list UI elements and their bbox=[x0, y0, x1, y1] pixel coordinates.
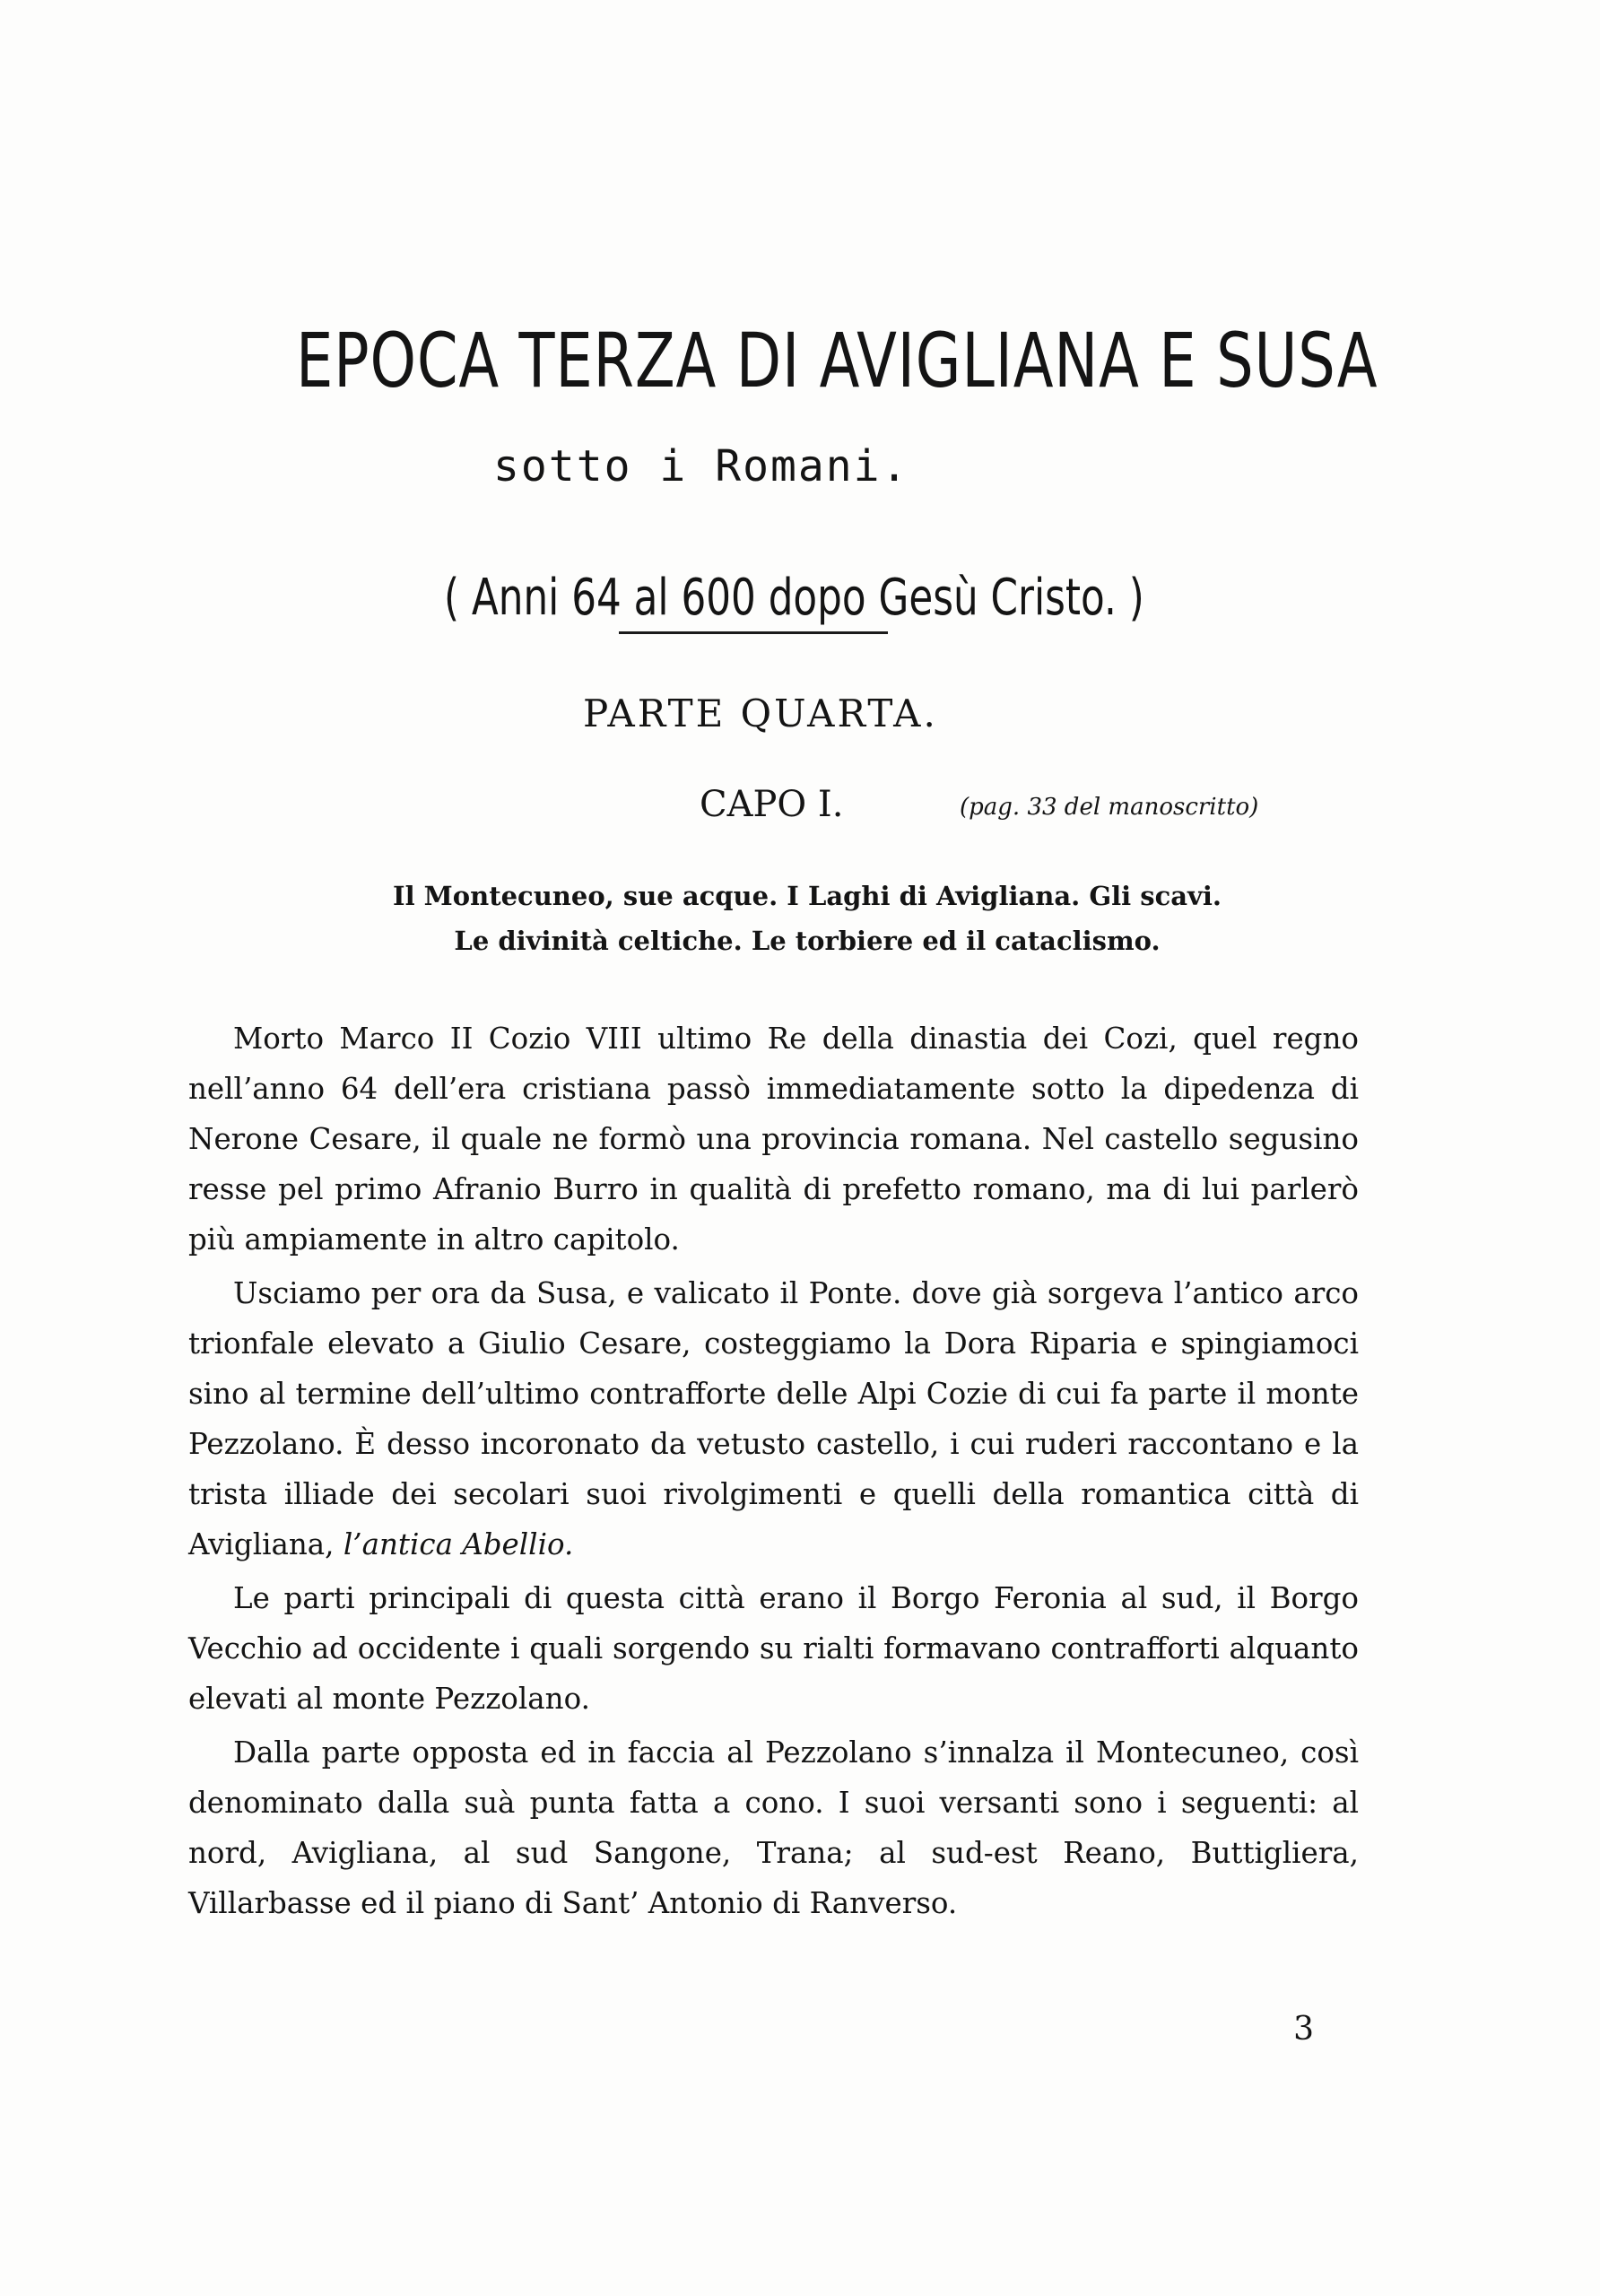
paragraph-2-emphasis: l’antica Abellio. bbox=[343, 1527, 574, 1561]
subtitle: sotto i Romani. bbox=[493, 441, 909, 491]
summary-line-2: Le divinità celtiche. Le torbiere ed il cataclismo. bbox=[454, 926, 1161, 956]
manuscript-page-note: (pag. 33 del manoscritto) bbox=[960, 794, 1259, 821]
paragraph-4 bbox=[188, 1727, 1359, 1928]
paragraph-2 bbox=[188, 1268, 1359, 1570]
summary-line-1: Il Montecuneo, sue acque. I Laghi di Avigliana. Gli scavi. bbox=[393, 881, 1222, 911]
paragraph-1-text: Morto Marco II Cozio VIII ultimo Re della dinastia dei Cozi, quel regno nell’anno 64 dell’era cristiana passò immediatamente sotto la dipedenza di Nerone Cesare, il quale ne formò una provincia romana. Nel castello segusino resse pel primo Afranio Burro in qualità di prefetto romano, ma di lui parlerò più ampiamente in altro capitolo. bbox=[188, 1022, 1359, 1257]
paragraph-3 bbox=[188, 1573, 1359, 1724]
chapter-heading: CAPO I. bbox=[700, 784, 844, 825]
paragraph-1 bbox=[188, 1013, 1359, 1265]
paragraph-4-text: Dalla parte opposta ed in faccia al Pezzolano s’innalza il Montecuneo, così denominato dalla suà punta fatta a cono. I suoi versanti sono i seguenti: al nord, Avigliana, al sud Sangone, Trana; al sud-est Reano, Buttigliera, Villarbasse ed il piano di Sant’ Antonio di Ranverso. bbox=[188, 1735, 1359, 1920]
page-title: EPOCA TERZA DI AVIGLIANA E SUSA bbox=[296, 317, 1378, 404]
body-text bbox=[188, 1013, 1359, 1932]
page-number: 3 bbox=[1293, 2011, 1314, 2048]
years-subtitle: ( Anni 64 al 600 dopo Gesù Cristo. ) bbox=[444, 569, 1144, 627]
paragraph-2-text: Usciamo per ora da Susa, e valicato il Ponte. dove già sorgeva l’antico arco trionfale elevato a Giulio Cesare, costeggiamo la Dora Riparia e spingiamoci sino al termine dell’ultimo contrafforte delle Alpi Cozie di cui fa parte il monte Pezzolano. È desso incoronato da vetusto castello, i cui ruderi raccontano e la trista illiade dei secolari suoi rivolgimenti e quelli della romantica città di Avigliana, bbox=[188, 1276, 1359, 1561]
part-heading: PARTE QUARTA. bbox=[583, 691, 938, 735]
divider-rule bbox=[619, 631, 888, 634]
chapter-summary bbox=[179, 874, 1435, 963]
paragraph-3-text: Le parti principali di questa città erano il Borgo Feronia al sud, il Borgo Vecchio ad occidente i quali sorgendo su rialti formavano contrafforti alquanto elevati al monte Pezzolano. bbox=[188, 1581, 1359, 1716]
